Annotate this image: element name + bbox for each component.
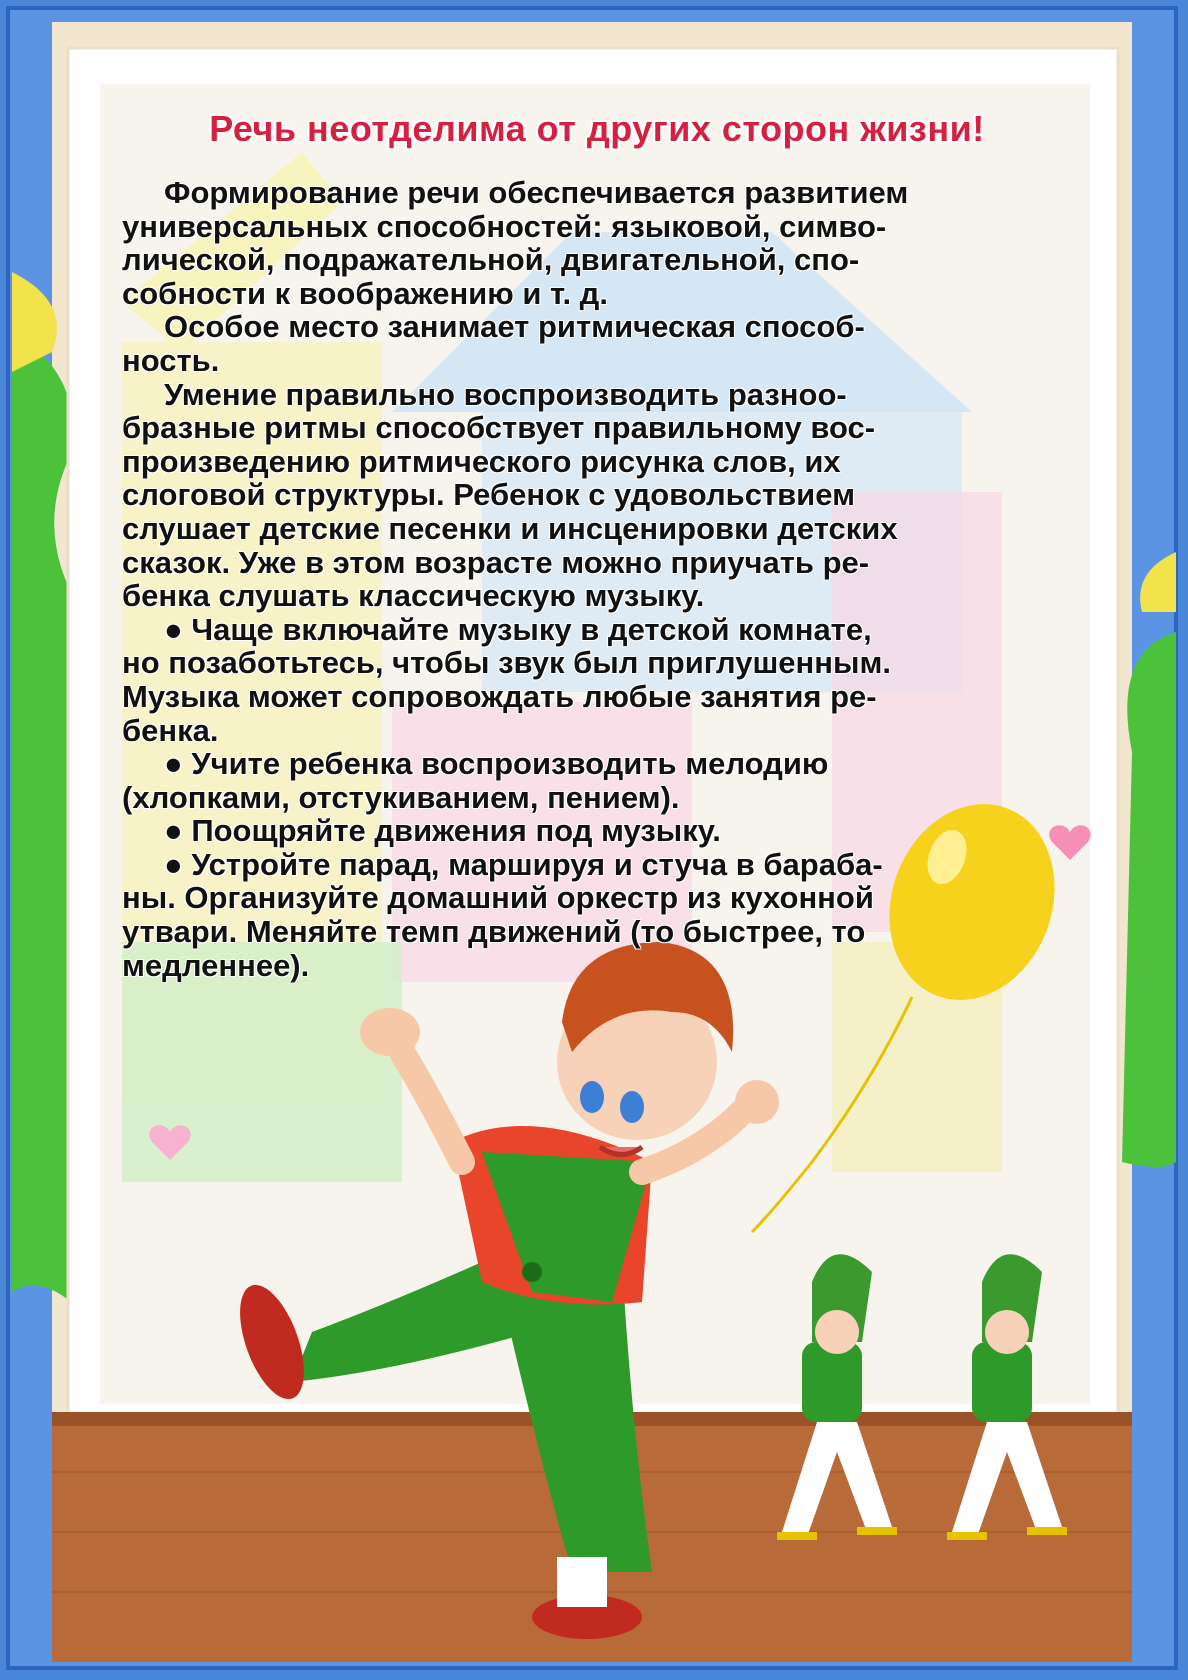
text-line: бразные ритмы способствует правильному вос- xyxy=(122,410,876,446)
text-line: (хлопками, отстукиванием, пением). xyxy=(122,779,680,815)
text-line: ность. xyxy=(122,342,220,378)
text-line: Музыка может сопровождать любые занятия ре- xyxy=(122,678,877,714)
text-line: бенка слушать классическую музыку. xyxy=(122,578,705,614)
page-title: Речь неотделима от других сторон жизни! xyxy=(209,108,985,149)
text-line: Формирование речи обеспечивается развитием xyxy=(164,175,909,210)
text-line: Умение правильно воспроизводить разноо- xyxy=(164,376,847,412)
text-line: слоговой структуры. Ребенок с удовольствием xyxy=(122,477,855,513)
text-line: но позаботьтесь, чтобы звук был приглушенным. xyxy=(122,645,891,681)
text-line: слушает детские песенки и инсценировки детских xyxy=(122,510,898,546)
body-text xyxy=(122,176,1072,982)
left-yellow-decoration xyxy=(12,272,57,372)
text-line: универсальных способностей: языковой, симво- xyxy=(122,208,887,244)
text-area xyxy=(122,108,1072,982)
text-line: медленнее). xyxy=(122,947,310,983)
bullet-line: ● Поощряйте движения под музыку. xyxy=(164,813,721,849)
right-yellow-decoration xyxy=(1140,552,1176,612)
text-line: ны. Организуйте домашний оркестр из кухонной xyxy=(122,880,874,916)
bullet-line: ● Устройте парад, маршируя и стуча в бараба- xyxy=(164,846,883,882)
text-line: лической, подражательной, двигательной, спо- xyxy=(122,242,860,278)
right-green-decoration xyxy=(1122,632,1176,1167)
text-line: утвари. Меняйте темп движений (то быстрее, то xyxy=(122,914,866,950)
text-line: бенка. xyxy=(122,712,219,748)
bullet-line: ● Чаще включайте музыку в детской комнате, xyxy=(164,611,872,647)
text-line: собности к воображению и т. д. xyxy=(122,275,608,311)
bullet-line: ● Учите ребенка воспроизводить мелодию xyxy=(164,746,829,782)
text-line: Особое место занимает ритмическая способ- xyxy=(164,309,865,345)
text-line: произведению ритмического рисунка слов, их xyxy=(122,443,841,479)
text-line: сказок. Уже в этом возрасте можно приучать ре- xyxy=(122,544,870,580)
